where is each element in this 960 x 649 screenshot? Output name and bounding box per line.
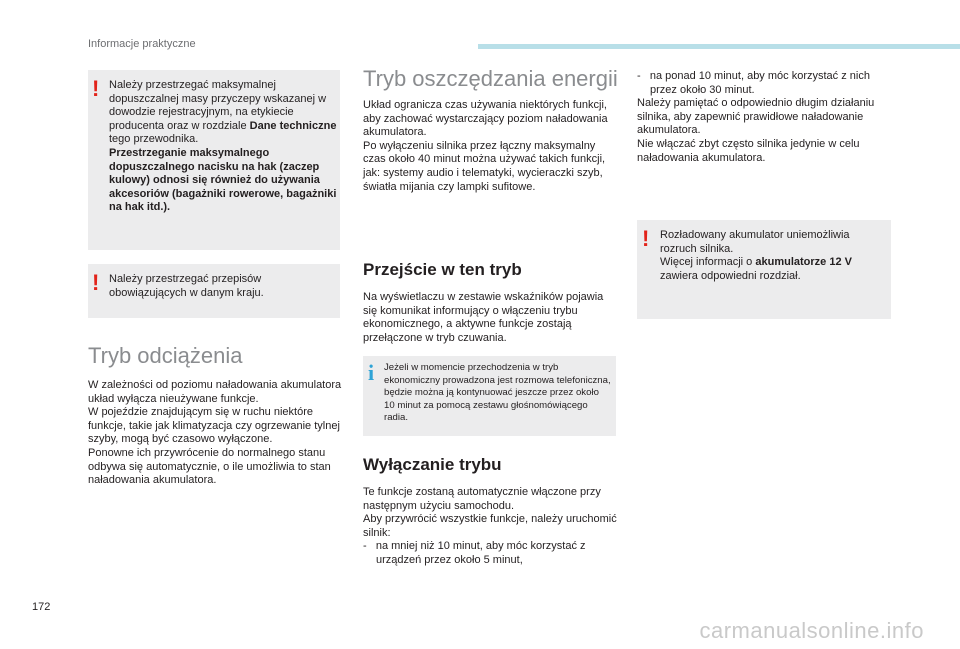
info-box-phone-call xyxy=(363,356,616,436)
heading-load-shedding-mode: Tryb odciążenia xyxy=(88,343,243,368)
watermark: carmanualsonline.info xyxy=(699,618,924,643)
warning-text: Należy przestrzegać przepisów obowiązujących w danym kraju. xyxy=(109,273,264,299)
warning-icon: ! xyxy=(642,226,650,251)
warning-text: Rozładowany akumulator uniemożliwia rozruch silnika. Więcej informacji o akumulatorze 12 V zawiera odpowiedni rozdział. xyxy=(660,229,852,282)
exiting-mode-text: Te funkcje zostaną automatycznie włączone przy następnym użyciu samochodu. Aby przywrócić wszystkie funkcje, należy uruchomić silnik: - na mniej niż 10 minut, aby móc korzystać z urządzeń przez około 5 minut, xyxy=(363,486,617,566)
subheading-exiting-mode: Wyłączanie trybu xyxy=(363,455,502,474)
info-text: Jeżeli w momencie przechodzenia w tryb ekonomiczny prowadzona jest rozmowa telefoniczna, będzie można ją kontynuować jeszcze przez około 10 minut za pomocą zestawu głośnomówiącego radia. xyxy=(384,362,611,424)
header-accent-bar xyxy=(478,44,960,49)
page-number: 172 xyxy=(32,601,51,613)
warning-text: Należy przestrzegać maksymalnej dopuszczalnej masy przyczepy wskazanej w dowodzie rejestracyjnym, na etykiecie producenta oraz w rozdziale Dane techniczne tego przewodnika. Przestrzeganie maksymalnego dopuszczalnego nacisku na hak (zaczep kulowy) odnosi się również do używania akcesoriów (bagażniki rowerowe, bagażniki na hak itd.). xyxy=(109,79,337,214)
warning-icon: ! xyxy=(92,270,100,295)
subheading-entering-mode: Przejście w ten tryb xyxy=(363,260,522,279)
heading-energy-saving-mode: Tryb oszczędzania energii xyxy=(363,66,618,91)
exiting-mode-text-continued: - na ponad 10 minut, aby móc korzystać z nich przez około 30 minut. Należy pamiętać o odpowiednio długim działaniu silnika, aby zapewnić prawidłowe naładowanie akumulatora. Nie włączać zbyt często silnika jedynie w celu naładowania akumulatora. xyxy=(637,70,891,165)
load-shedding-text: W zależności od poziomu naładowania akumulatora układ wyłącza nieużywane funkcje. W pojeździe znajdującym się w ruchu niektóre funkcje, takie jak klimatyzacja czy ogrzewanie tylnej szyby, mogą być czasowo wyłączone. Ponowne ich przywrócenie do normalnego stanu odbywa się automatycznie, o ile umożliwia to stan naładowania akumulatora. xyxy=(88,379,342,487)
list-item: - na mniej niż 10 minut, aby móc korzystać z urządzeń przez około 5 minut, xyxy=(363,540,586,566)
info-icon: i xyxy=(368,360,375,385)
warning-icon: ! xyxy=(92,76,100,101)
section-header: Informacje praktyczne xyxy=(88,38,196,50)
entering-mode-text: Na wyświetlaczu w zestawie wskaźników pojawia się komunikat informujący o włączeniu trybu ekonomicznego, a aktywne funkcje zostają przełączone w tryb czuwania. xyxy=(363,291,604,344)
energy-saving-text: Układ ogranicza czas używania niektórych funkcji, aby zachować wystarczający poziom naładowania akumulatora. Po wyłączeniu silnika przez łączny maksymalny czas około 40 minut można używać takich funkcji, jak: systemy audio i telematyki, wycieraczki szyb, światła mijania czy lampki sufitowe. xyxy=(363,99,608,193)
warning-box-trailer-mass xyxy=(88,70,340,250)
warning-box-discharged-battery xyxy=(637,220,891,319)
list-item: - na ponad 10 minut, aby móc korzystać z nich przez około 30 minut. xyxy=(637,70,870,96)
warning-box-local-law xyxy=(88,264,340,318)
